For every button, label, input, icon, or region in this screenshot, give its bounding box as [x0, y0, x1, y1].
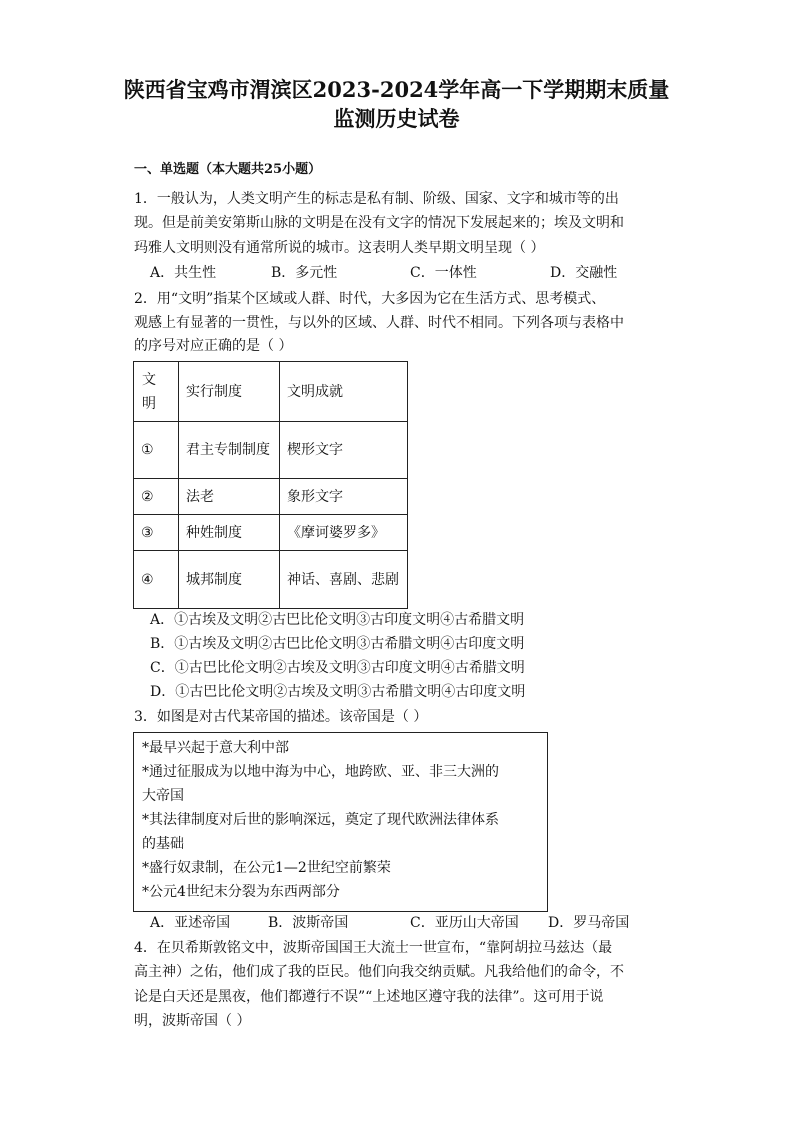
q2-option-c[interactable]: C．①古巴比伦文明②古埃及文明③古印度文明④古希腊文明: [150, 660, 525, 676]
q2-option-b[interactable]: B．①古埃及文明②古巴比伦文明③古希腊文明④古印度文明: [150, 636, 525, 652]
table-cell-number: ①: [141, 442, 154, 458]
q4-line-3: 论是白天还是黑夜，他们都遵行不误”“上述地区遵守我的法律”。这可用于说: [134, 989, 604, 1005]
q2-line-3: 的序号对应正确的是（ ）: [134, 338, 293, 354]
q3-box-line: 的基础: [142, 836, 184, 852]
q2-option-a[interactable]: A．①古埃及文明②古巴比伦文明③古印度文明④古希腊文明: [150, 612, 525, 628]
q3-description-box: [133, 732, 548, 912]
table-row: [134, 515, 408, 551]
q3-box-line: 大帝国: [142, 788, 184, 804]
table-cell-achievement: 《摩诃婆罗多》: [287, 524, 385, 541]
q4-line-4: 明，波斯帝国（ ）: [134, 1013, 251, 1029]
q1-line-3: 玛雅人文明则没有通常所说的城市。这表明人类早期文明呈现（ ）: [134, 240, 545, 256]
table-header-civilization: 文明: [142, 371, 156, 412]
table-cell-achievement: 楔形文字: [287, 442, 343, 458]
table-cell-number: ③: [141, 524, 154, 541]
section-heading: 一、单选题（本大题共25小题）: [134, 162, 322, 177]
q3-box-line: *盛行奴隶制，在公元1—2世纪空前繁荣: [142, 860, 391, 876]
table-cell-system: 君主专制制度: [186, 442, 270, 458]
table-cell-system: 城邦制度: [186, 571, 242, 588]
table-header-achievement: 文明成就: [287, 383, 343, 400]
table-cell-number: ②: [141, 488, 154, 505]
q1-line-2: 现。但是前美安第斯山脉的文明是在没有文字的情况下发展起来的；埃及文明和: [134, 215, 624, 231]
q1-option-c[interactable]: C．一体性: [410, 265, 477, 281]
civilization-table: [133, 361, 408, 609]
q1-line-1: 1．一般认为，人类文明产生的标志是私有制、阶级、国家、文字和城市等的出: [134, 191, 619, 207]
table-header-row: [134, 362, 408, 422]
table-row: [134, 551, 408, 609]
q3-stem: 3．如图是对古代某帝国的描述。该帝国是（ ）: [134, 709, 428, 725]
table-cell-achievement: 神话、喜剧、悲剧: [287, 571, 399, 588]
q3-box-line: *公元4世纪末分裂为东西两部分: [142, 884, 340, 900]
document-title-line-2: 监测历史试卷: [333, 106, 460, 131]
q4-line-1: 4．在贝希斯敦铭文中，波斯帝国国王大流士一世宣布，“靠阿胡拉马兹达（最: [134, 940, 613, 956]
table-cell-achievement: 象形文字: [287, 488, 343, 505]
q3-option-b[interactable]: B．波斯帝国: [268, 915, 349, 931]
table-header-system: 实行制度: [186, 383, 242, 400]
document-title-line-1: 陕西省宝鸡市渭滨区2023-2024学年高一下学期期末质量: [123, 77, 670, 102]
q1-option-a[interactable]: A．共生性: [150, 265, 217, 281]
table-cell-system: 种姓制度: [186, 524, 242, 541]
q3-box-line: *其法律制度对后世的影响深远，奠定了现代欧洲法律体系: [142, 812, 499, 828]
q3-option-c[interactable]: C．亚历山大帝国: [410, 915, 519, 931]
table-cell-number: ④: [141, 571, 154, 588]
q2-line-1: 2．用“文明”指某个区域或人群、时代，大多因为它在生活方式、思考模式、: [134, 291, 606, 307]
q3-box-line: *通过征服成为以地中海为中心，地跨欧、亚、非三大洲的: [142, 764, 499, 780]
table-row: [134, 479, 408, 515]
q3-box-line: *最早兴起于意大利中部: [142, 740, 289, 756]
table-cell-system: 法老: [186, 488, 214, 505]
q2-option-d[interactable]: D．①古巴比伦文明②古埃及文明③古希腊文明④古印度文明: [150, 684, 526, 700]
q1-option-b[interactable]: B．多元性: [271, 265, 338, 281]
q1-option-d[interactable]: D．交融性: [550, 265, 618, 281]
q3-option-d[interactable]: D．罗马帝国: [548, 915, 630, 931]
q4-line-2: 高主神）之佑，他们成了我的臣民。他们向我交纳贡赋。凡我给他们的命令，不: [134, 964, 624, 980]
table-row: [134, 422, 408, 479]
q3-option-a[interactable]: A．亚述帝国: [150, 915, 231, 931]
q2-line-2: 观感上有显著的一贯性，与以外的区域、人群、时代不相同。下列各项与表格中: [134, 315, 624, 331]
